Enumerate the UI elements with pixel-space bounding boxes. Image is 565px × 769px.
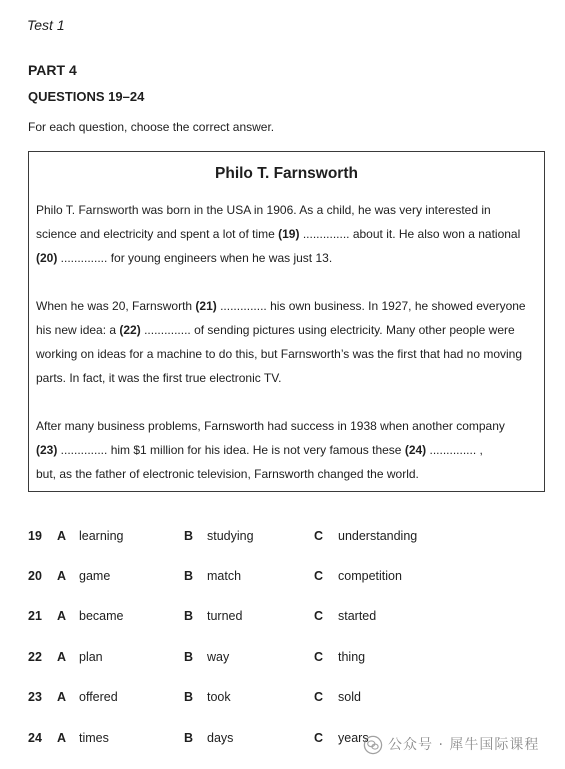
gap-number-22: (22) [119,322,141,337]
gap-number-23: (23) [36,442,58,457]
option-text-b: match [207,569,242,583]
option-letter-a: A [57,609,67,623]
option-text-c: competition [338,569,402,583]
passage-text: science and electricity and spent a lot of time [36,226,279,241]
question-number: 22 [28,650,42,664]
watermark-text: 公众号 · 犀牛国际课程 [388,737,540,753]
passage-title: Philo T. Farnsworth [215,164,358,182]
passage-line [36,318,544,342]
option-text-c: sold [338,690,361,704]
option-letter-b: B [184,609,194,623]
gap-number-21: (21) [195,298,217,313]
option-text-a: learning [79,529,124,543]
passage-paragraph [29,414,544,486]
question-row-20 [0,566,565,586]
passage-box [28,151,545,492]
option-text-c: understanding [338,529,418,543]
passage-text: .............. his own business. In 1927, he showed everyone [216,298,526,313]
option-letter-a: A [57,569,67,583]
passage-line [36,294,544,318]
option-letter-c: C [314,690,324,704]
question-row-19 [0,526,565,546]
passage-paragraph [29,198,544,270]
option-text-c: started [338,609,377,623]
passage-paragraph [29,294,544,390]
passage-line [36,462,544,486]
option-letter-b: B [184,650,194,664]
instruction: For each question, choose the correct answer. [28,120,275,134]
option-text-a: game [79,569,111,583]
passage-text: After many business problems, Farnsworth had success in 1938 when another company [36,418,505,433]
wechat-icon [363,735,383,755]
option-text-b: way [207,650,230,664]
gap-number-24: (24) [404,442,427,457]
question-number: 21 [28,609,42,623]
option-text-b: days [207,731,234,745]
option-text-b: studying [207,529,254,543]
passage-line [36,198,544,222]
option-letter-c: C [314,569,324,583]
option-text-b: took [207,690,231,704]
question-row-22 [0,647,565,667]
passage-text: .............. for young engineers when he was just 13. [57,250,333,265]
option-letter-a: A [57,731,67,745]
option-letter-b: B [184,569,194,583]
option-letter-c: C [314,650,324,664]
option-letter-a: A [57,650,67,664]
passage-line [36,342,544,366]
questions-range: QUESTIONS 19–24 [28,89,145,104]
option-letter-b: B [184,690,194,704]
passage-body [29,198,544,486]
question-row-21 [0,606,565,626]
passage-line [36,222,544,246]
passage-text: .............. of sending pictures using electricity. Many other people were [140,322,515,337]
passage-line [36,366,544,390]
gap-number-20: (20) [36,250,58,265]
part-title: PART 4 [28,62,77,78]
question-row-23 [0,687,565,707]
passage-text: .............. him $1 million for his idea. He is not very famous these [57,442,405,457]
option-letter-b: B [184,529,194,543]
passage-text: parts. In fact, it was the first true electronic TV. [36,370,282,385]
option-letter-b: B [184,731,194,745]
option-text-c: years [338,731,369,745]
option-text-a: offered [79,690,118,704]
question-number: 23 [28,690,42,704]
option-text-c: thing [338,650,366,664]
option-text-a: plan [79,650,103,664]
option-letter-c: C [314,609,324,623]
question-number: 24 [28,731,42,745]
passage-line [36,414,544,438]
passage-line [36,246,544,270]
test-label: Test 1 [27,17,65,33]
option-letter-a: A [57,690,67,704]
question-number: 20 [28,569,42,583]
passage-text: but, as the father of electronic television, Farnsworth changed the world. [36,466,419,481]
passage-text: .............. , [426,442,483,457]
option-letter-c: C [314,731,324,745]
watermark [363,734,539,756]
passage-text: .............. about it. He also won a national [299,226,521,241]
option-text-a: became [79,609,124,623]
gap-number-19: (19) [278,226,300,241]
passage-text: When he was 20, Farnsworth [36,298,196,313]
option-text-b: turned [207,609,243,623]
option-letter-c: C [314,529,324,543]
passage-text: Philo T. Farnsworth was born in the USA in 1906. As a child, he was very interested in [36,202,491,217]
option-letter-a: A [57,529,67,543]
passage-line [36,438,544,462]
option-text-a: times [79,731,109,745]
passage-text: working on ideas for a machine to do this, but Farnsworth’s was the first that had no moving [36,346,523,361]
question-number: 19 [28,529,42,543]
passage-text: his new idea: a [36,322,120,337]
